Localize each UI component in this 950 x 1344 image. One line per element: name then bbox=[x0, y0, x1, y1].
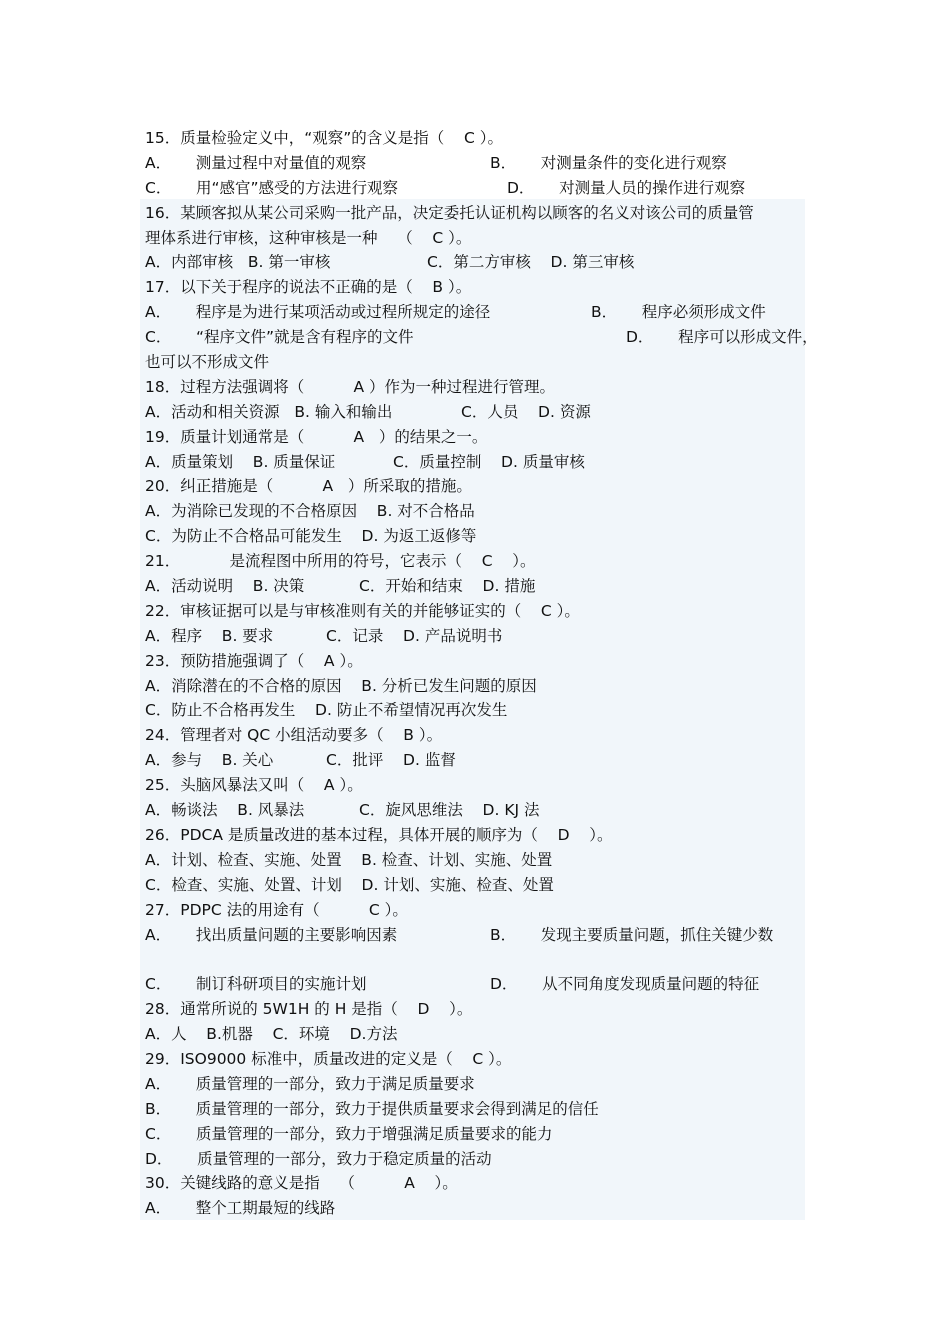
option-right: B． 对测量条件的变化进行观察 bbox=[490, 153, 727, 172]
question-stem: 28．通常所说的 5W1H 的 H 是指（ D ）。 bbox=[145, 1000, 473, 1019]
question-stem: 24．管理者对 QC 小组活动要多（ B ）。 bbox=[145, 726, 443, 745]
option-row bbox=[145, 1022, 815, 1047]
exam-document bbox=[145, 126, 818, 1221]
question-stem: 21． 是流程图中所用的符号，它表示（ C ）。 bbox=[145, 552, 536, 571]
option-right: D． 从不同角度发现质量问题的特征 bbox=[490, 975, 760, 994]
question-stem: 19．质量计划通常是（ A ）的结果之一。 bbox=[145, 427, 488, 446]
option-row bbox=[145, 574, 815, 599]
option-left: A．畅谈法 B. 风暴法 bbox=[145, 801, 305, 820]
question-stem: 30．关键线路的意义是指 （ A ）。 bbox=[145, 1174, 458, 1193]
option-left: A． 质量管理的一部分，致力于满足质量要求 bbox=[145, 1074, 475, 1093]
option-row bbox=[145, 1097, 815, 1122]
option-left: C． 用“感官”感受的方法进行观察 bbox=[145, 178, 399, 197]
option-left: C． 制订科研项目的实施计划 bbox=[145, 975, 367, 994]
question-stem: 25．头脑风暴法又叫（ A ）。 bbox=[145, 776, 363, 795]
option-row bbox=[145, 400, 815, 425]
option-row bbox=[145, 151, 815, 176]
option-left: B． 质量管理的一部分，致力于提供质量要求会得到满足的信任 bbox=[145, 1099, 599, 1118]
question-stem-continued: 理体系进行审核，这种审核是一种 （ C ）。 bbox=[145, 228, 472, 247]
question-stem: 26．PDCA 是质量改进的基本过程，具体开展的顺序为（ D ）。 bbox=[145, 825, 613, 844]
option-row bbox=[145, 698, 815, 723]
option-row bbox=[145, 250, 815, 275]
option-left: A．消除潜在的不合格的原因 B. 分析已发生问题的原因 bbox=[145, 676, 537, 695]
option-row bbox=[145, 499, 815, 524]
option-row bbox=[145, 624, 815, 649]
question-stem: 17．以下关于程序的说法不正确的是（ B ）。 bbox=[145, 278, 472, 297]
option-left: A．人 B.机器 C．环境 D.方法 bbox=[145, 1025, 398, 1044]
option-row bbox=[145, 1122, 815, 1147]
option-right: C．人员 D. 资源 bbox=[461, 402, 591, 421]
option-continued: 也可以不形成文件 bbox=[145, 353, 270, 372]
option-row bbox=[145, 450, 815, 475]
option-left: A．内部审核 B. 第一审核 bbox=[145, 253, 331, 272]
option-right: C．质量控制 D. 质量审核 bbox=[393, 452, 585, 471]
option-row bbox=[145, 300, 815, 325]
option-row bbox=[145, 1196, 815, 1221]
option-row bbox=[145, 325, 818, 350]
option-row bbox=[145, 1147, 815, 1172]
question-stem: 20．纠正措施是（ A ）所采取的措施。 bbox=[145, 477, 472, 496]
option-right: C．批评 D. 监督 bbox=[326, 751, 456, 770]
option-left: C．防止不合格再发生 D. 防止不希望情况再次发生 bbox=[145, 701, 508, 720]
option-left: C．为防止不合格品可能发生 D. 为返工返修等 bbox=[145, 527, 477, 546]
option-left: A．质量策划 B. 质量保证 bbox=[145, 452, 336, 471]
option-left: D． 质量管理的一部分，致力于稳定质量的活动 bbox=[145, 1149, 492, 1168]
option-right: C．第二方审核 D. 第三审核 bbox=[427, 253, 635, 272]
option-left: A．为消除已发现的不合格原因 B. 对不合格品 bbox=[145, 502, 475, 521]
question-stem: 15．质量检验定义中，“观察”的含义是指（ C ）。 bbox=[145, 129, 503, 147]
question-stem: 23．预防措施强调了（ A ）。 bbox=[145, 651, 363, 670]
option-right: C．记录 D. 产品说明书 bbox=[326, 626, 503, 645]
question-stem: 18．过程方法强调将（ A ）作为一种过程进行管理。 bbox=[145, 377, 556, 396]
option-left: C．检查、实施、处置、计划 D. 计划、实施、检查、处置 bbox=[145, 875, 554, 894]
question-stem: 27．PDPC 法的用途有（ C ）。 bbox=[145, 900, 408, 919]
option-left: C． 质量管理的一部分，致力于增强满足质量要求的能力 bbox=[145, 1124, 553, 1143]
option-left: A． 整个工期最短的线路 bbox=[145, 1199, 336, 1218]
option-left: A． 找出质量问题的主要影响因素 bbox=[145, 925, 398, 944]
option-left: A．程序 B. 要求 bbox=[145, 626, 274, 645]
option-left: A．活动说明 B. 决策 bbox=[145, 577, 305, 596]
option-row bbox=[145, 674, 815, 699]
question-stem: 22．审核证据可以是与审核准则有关的并能够证实的（ C ）。 bbox=[145, 601, 580, 620]
option-left: C． “程序文件”就是含有程序的文件 bbox=[145, 328, 414, 347]
option-row bbox=[145, 923, 815, 973]
option-left: A． 测量过程中对量值的观察 bbox=[145, 153, 367, 172]
option-row bbox=[145, 1072, 815, 1097]
option-row bbox=[145, 524, 815, 549]
question-stem: 29．ISO9000 标准中，质量改进的定义是（ C ）。 bbox=[145, 1049, 512, 1068]
option-row bbox=[145, 798, 815, 823]
option-row bbox=[145, 873, 815, 898]
option-row bbox=[145, 748, 815, 773]
option-right: D． 对测量人员的操作进行观察 bbox=[507, 178, 746, 197]
question-stem: 16．某顾客拟从某公司采购一批产品，决定委托认证机构以顾客的名义对该公司的质量管 bbox=[145, 203, 754, 222]
option-right: D． 程序可以形成文件， bbox=[626, 328, 818, 347]
option-row bbox=[145, 176, 815, 201]
option-row bbox=[145, 972, 815, 997]
option-left: A．参与 B. 关心 bbox=[145, 751, 274, 770]
option-left: A．活动和相关资源 B. 输入和输出 bbox=[145, 402, 393, 421]
option-left: A． 程序是为进行某项活动或过程所规定的途径 bbox=[145, 303, 491, 322]
option-right: B． 程序必须形成文件 bbox=[591, 303, 766, 322]
option-left: A．计划、检查、实施、处置 B. 检查、计划、实施、处置 bbox=[145, 850, 553, 869]
option-right: B． 发现主要质量问题，抓住关键少数 bbox=[490, 925, 774, 944]
option-row bbox=[145, 848, 815, 873]
option-right: C．旋风思维法 D. KJ 法 bbox=[359, 801, 540, 820]
option-right: C．开始和结束 D. 措施 bbox=[359, 577, 536, 596]
